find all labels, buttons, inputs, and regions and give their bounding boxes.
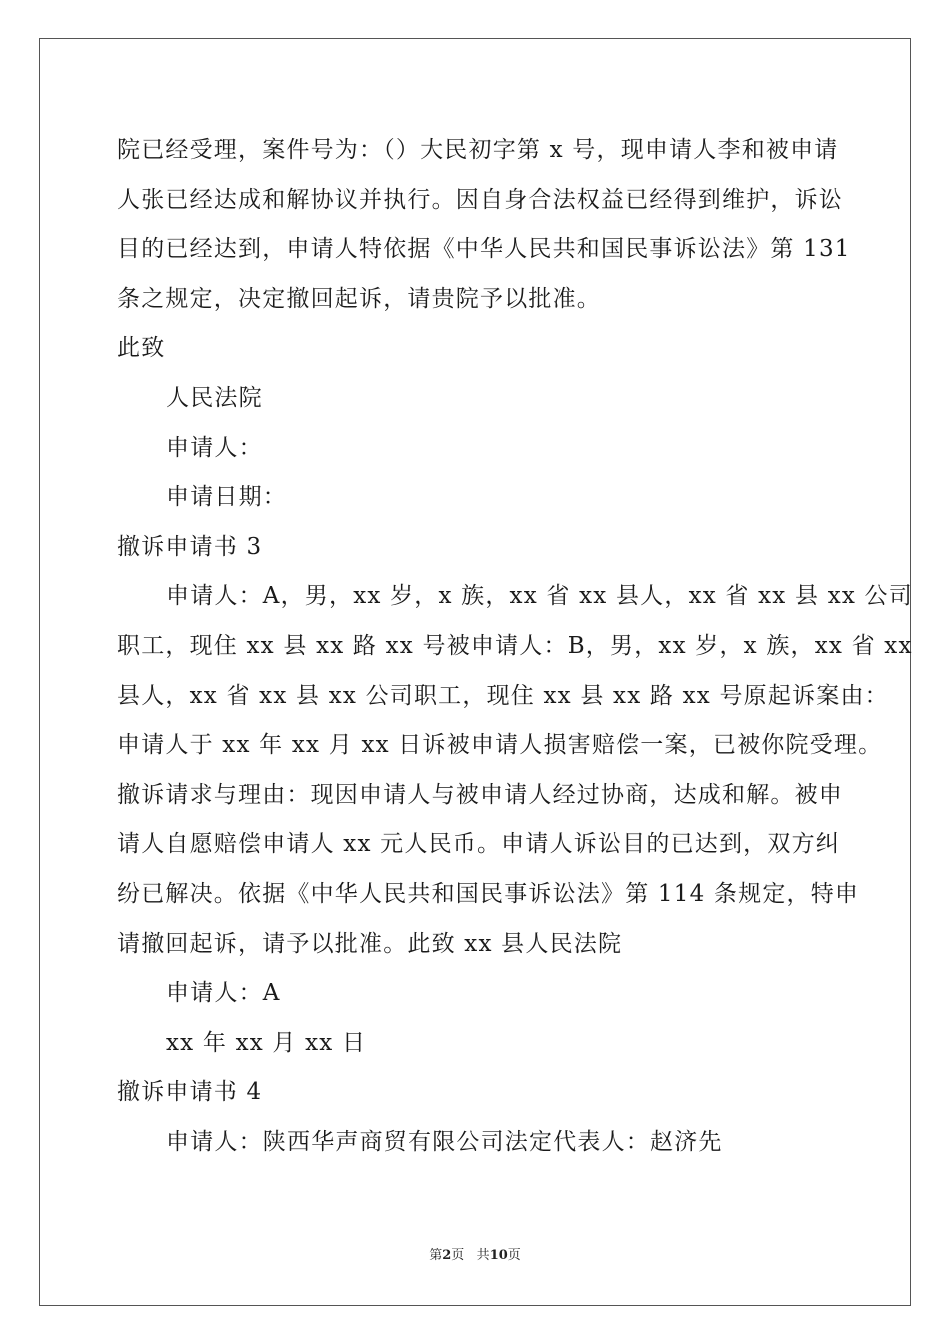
signature-date: xx 年 xx 月 xx 日 (166, 1029, 367, 1056)
applicant-signature: 申请人：A (166, 980, 281, 1007)
paragraph-line: 申请人于 xx 年 xx 月 xx 日诉被申请人损害赔偿一案，已被你院受理。 (117, 732, 883, 759)
page-footer (0, 1246, 950, 1266)
total-prefix: 共 (476, 1248, 490, 1263)
paragraph-line: 申请人：陕西华声商贸有限公司法定代表人：赵济先 (166, 1128, 723, 1155)
paragraph-line: 条之规定，决定撤回起诉，请贵院予以批准。 (117, 285, 601, 312)
paragraph-line: 人张已经达成和解协议并执行。因自身合法权益已经得到维护，诉讼 (117, 186, 843, 213)
paragraph-line: 职工，现住 xx 县 xx 路 xx 号被申请人：B，男，xx 岁，x 族，xx 省 xx (117, 632, 913, 659)
application-date: 申请日期： (166, 484, 287, 511)
recipient-court: 人民法院 (166, 384, 263, 411)
page-prefix: 第 (429, 1248, 443, 1263)
paragraph-line: 请撤回起诉，请予以批准。此致 xx 县人民法院 (117, 930, 623, 957)
paragraph-line: 申请人：A，男，xx 岁，x 族，xx 省 xx 县人，xx 省 xx 县 xx 公司 (166, 583, 913, 610)
total-pages: 10 (489, 1248, 508, 1263)
document-body (117, 126, 913, 1167)
paragraph-line: 撤诉请求与理由：现因申请人与被申请人经过协商，达成和解。被申 (117, 781, 843, 808)
paragraph-line: 县人，xx 省 xx 县 xx 公司职工，现住 xx 县 xx 路 xx 号原起诉案由： (117, 682, 889, 709)
applicant-signature: 申请人： (166, 434, 263, 461)
paragraph-line: 院已经受理，案件号为：（）大民初字第 x 号，现申请人李和被申请 (117, 137, 839, 163)
paragraph-line: 目的已经达到，申请人特依据《中华人民共和国民事诉讼法》第 131 (117, 236, 851, 263)
total-suffix: 页 (507, 1248, 521, 1263)
page-suffix: 页 (451, 1248, 465, 1263)
paragraph-line: 纷已解决。依据《中华人民共和国民事诉讼法》第 114 条规定，特申 (117, 880, 860, 907)
section-heading: 撤诉申请书 4 (117, 1079, 263, 1106)
section-heading: 撤诉申请书 3 (117, 533, 263, 560)
salutation: 此致 (117, 335, 166, 362)
paragraph-line: 请人自愿赔偿申请人 xx 元人民币。申请人诉讼目的已达到，双方纠 (117, 831, 840, 858)
page-number: 2 (442, 1248, 452, 1263)
